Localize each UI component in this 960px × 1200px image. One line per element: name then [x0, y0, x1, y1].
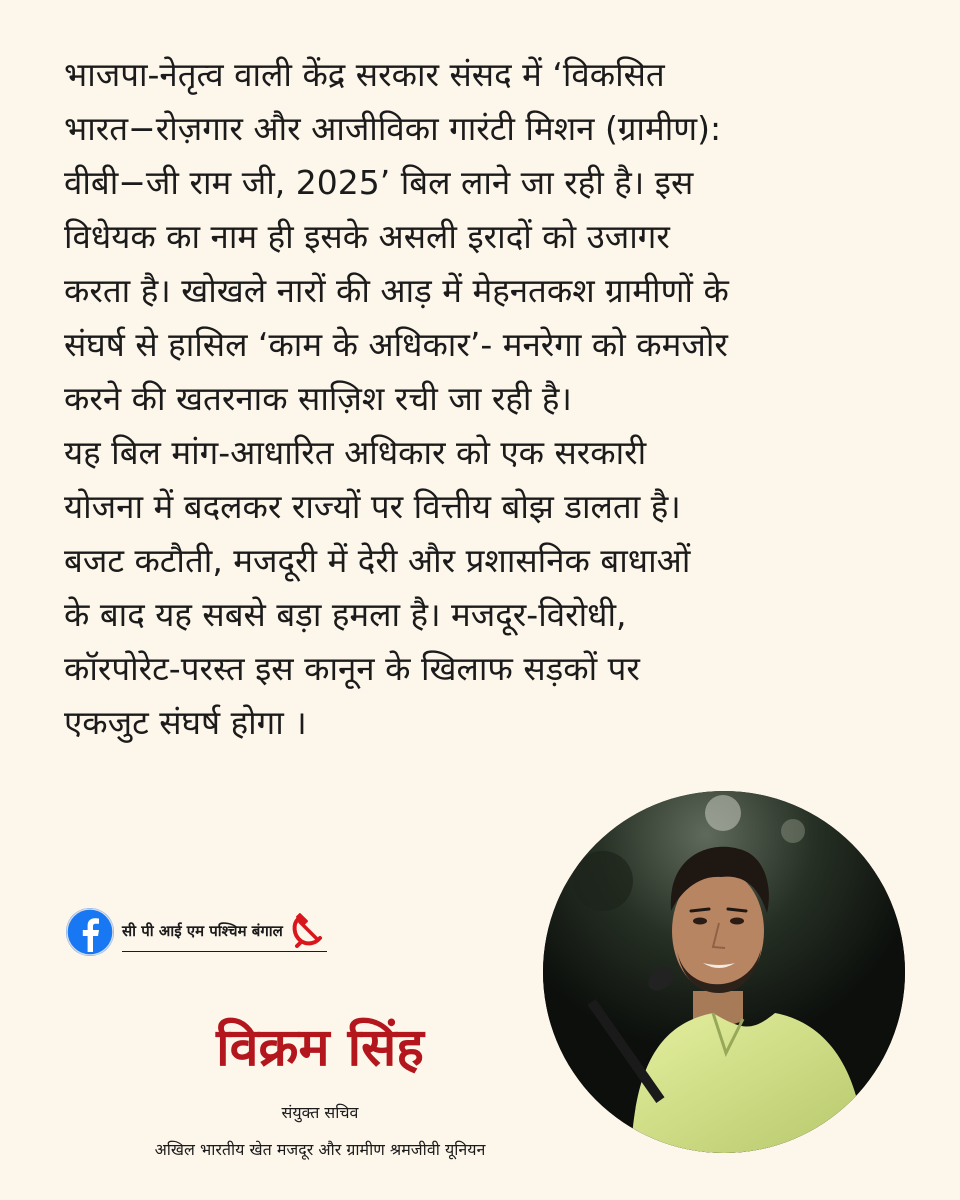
statement-line: संघर्ष से हासिल ‘काम के अधिकार’- मनरेगा को कमजोर	[64, 325, 728, 364]
facebook-page-name: सी पी आई एम पश्चिम बंगाल	[122, 921, 283, 940]
statement-text	[64, 48, 924, 750]
author-portrait	[543, 791, 905, 1153]
author-organization: अखिल भारतीय खेत मजदूर और ग्रामीण श्रमजीवी यूनियन	[154, 1140, 486, 1159]
statement-line: योजना में बदलकर राज्यों पर वित्तीय बोझ डालता है।	[64, 487, 681, 526]
facebook-page-label[interactable]	[122, 913, 327, 952]
statement-line: करता है। खोखले नारों की आड़ में मेहनतकश ग्रामीणों के	[64, 271, 729, 310]
statement-line: भारत−रोज़गार और आजीविका गारंटी मिशन (ग्रामीण):	[64, 109, 722, 148]
facebook-page-tag[interactable]	[66, 906, 327, 958]
statement-line: विधेयक का नाम ही इसके असली इरादों को उजागर	[64, 217, 670, 256]
statement-line: यह बिल मांग-आधारित अधिकार को एक सरकारी	[64, 433, 647, 472]
facebook-icon[interactable]	[66, 908, 114, 956]
author-name: विक्रम सिंह	[216, 1018, 424, 1078]
statement-line: के बाद यह सबसे बड़ा हमला है। मजदूर-विरोधी,	[64, 595, 627, 634]
statement-line: करने की खतरनाक साज़िश रची जा रही है।	[64, 379, 572, 418]
statement-line: बजट कटौती, मजदूरी में देरी और प्रशासनिक बाधाओं	[64, 541, 691, 580]
statement-line: वीबी−जी राम जी, 2025’ बिल लाने जा रही है। इस	[64, 163, 694, 202]
statement-line: भाजपा-नेतृत्व वाली केंद्र सरकार संसद में ‘विकसित	[64, 55, 665, 94]
statement-line: एकजुट संघर्ष होगा ।	[64, 703, 307, 742]
statement-line: कॉरपोरेट-परस्त इस कानून के खिलाफ सड़कों पर	[64, 649, 640, 688]
author-role: संयुक्त सचिव	[281, 1103, 359, 1122]
hammer-sickle-icon	[289, 913, 325, 949]
